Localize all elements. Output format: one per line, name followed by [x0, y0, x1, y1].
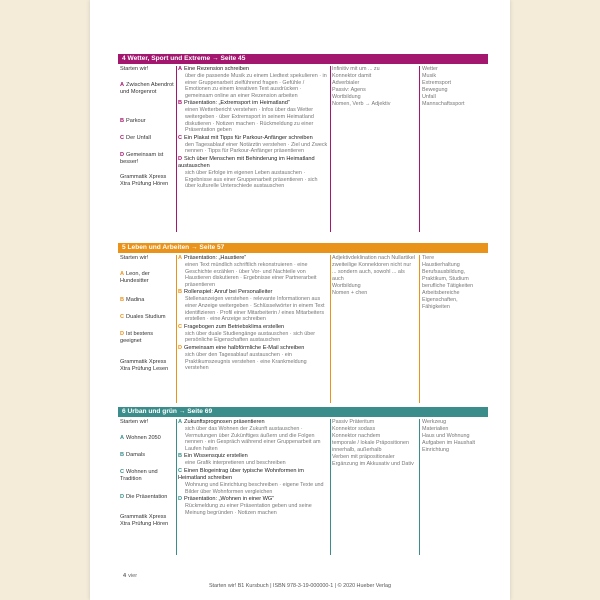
lesson-label: [120, 452, 174, 459]
lesson-labels: [120, 255, 176, 407]
lesson-label: [120, 174, 174, 188]
lesson-label: [120, 255, 174, 262]
lesson-labels: [120, 419, 176, 559]
unit-heading: 4 Wetter, Sport und Extreme → Seite 45: [118, 54, 488, 64]
grammar-item: Nomen + chen: [332, 290, 368, 296]
lesson-label: [120, 271, 174, 285]
lesson-label-text: Leon, der Hundesitter: [120, 271, 150, 284]
vocabulary-item: Arbeitsbereiche: [422, 290, 460, 296]
lesson-label: [120, 135, 174, 142]
lesson-letter: D: [120, 152, 125, 158]
goal-description: Wohnung und Einrichtung beschreiben · eigene Texte und Bilder über Wohnformen vergleichen: [185, 481, 324, 495]
goal-letter: C: [178, 134, 183, 141]
footer-imprint: Starten wir! B1 Kursbuch | ISBN 978-3-19-000000-1 | © 2020 Hueber Verlag: [208, 583, 392, 589]
column-divider: [176, 66, 177, 232]
vocabulary-item: Berufsausbildung, Praktikum, Studium: [422, 269, 469, 282]
vocabulary-item: Bewegung: [422, 87, 448, 93]
goal-item: [178, 345, 328, 372]
goal-title-text: Fragebogen zum Betriebsklima erstellen: [184, 323, 285, 330]
goal-title-text: Rollenspiel: Anruf bei Personalleiter: [184, 289, 273, 296]
goal-title: [178, 135, 328, 142]
goal-title: [178, 255, 328, 262]
grammar-item: Adverbialer: [332, 80, 360, 86]
grammar-item: Infinitiv mit um ... zu: [332, 66, 380, 72]
grammar-item: zweiteilige Konnektoren nicht nur ... sondern auch, sowohl ... als auch: [332, 262, 412, 282]
grammar-item: Passiv: Agens: [332, 87, 366, 93]
vocabulary-item: Eigenschaften, Fähigkeiten: [422, 297, 458, 310]
lesson-label: [120, 494, 174, 501]
lesson-label-text: Wohnen und Tradition: [120, 469, 158, 482]
goal-title-text: Gemeinsam eine halbförmliche E-Mail schreiben: [184, 344, 305, 351]
lesson-label-text: Duales Studium: [126, 314, 166, 320]
lesson-label-text: Starten wir!: [120, 255, 149, 261]
lesson-label-text: Die Präsentation: [126, 494, 168, 500]
goal-letter: C: [178, 467, 183, 474]
lesson-label: [120, 331, 174, 345]
goal-description: sich über den Tagesablauf austauschen · ein Praktikumszeugnis verstehen · eine Krankmeldung verstehen: [185, 351, 307, 372]
lesson-letter: D: [120, 494, 125, 500]
grammar-item: Konnektor damit: [332, 73, 372, 79]
unit-section-s5: [118, 243, 488, 405]
goal-letter: D: [178, 344, 183, 351]
column-divider: [419, 66, 420, 232]
lesson-label: [120, 152, 174, 166]
unit-body: [118, 417, 488, 557]
lesson-letter: B: [120, 118, 125, 124]
grammar-item: Passiv Präteritum: [332, 419, 375, 425]
vocabulary-item: Haustierhaltung: [422, 262, 460, 268]
book-page: [90, 0, 510, 600]
lesson-label: [120, 419, 174, 426]
column-divider: [330, 66, 331, 232]
goal-letter: C: [178, 323, 183, 330]
unit-body: [118, 253, 488, 405]
grammar-item: Konnektor sodass: [332, 426, 376, 432]
vocabulary-item: Tiere: [422, 255, 435, 261]
lesson-letter: A: [120, 435, 125, 441]
goal-title: [178, 289, 328, 296]
goal-title-text: Eine Rezension schreiben: [184, 66, 250, 72]
goal-title: [178, 156, 328, 170]
unit-heading: 6 Urban und grün → Seite 69: [118, 407, 488, 417]
goal-title: [178, 100, 328, 107]
unit-body: [118, 64, 488, 234]
column-divider: [330, 255, 331, 403]
vocabulary-item: Werkzeug: [422, 419, 447, 425]
goal-description: sich über das Wohnen der Zukunft austauschen · Vermutungen über Zukünftiges äußern und die Folgen nennen · ein Gespräch während einer Gruppenarbeit am Laufen halten: [185, 426, 321, 452]
vocabulary-item: Materialien: [422, 426, 449, 432]
grammar-column: [332, 419, 416, 468]
lesson-letter: B: [120, 297, 125, 303]
page-number: [123, 573, 137, 579]
column-divider: [419, 419, 420, 555]
lesson-label-text: Gemeinsam ist besser!: [120, 152, 164, 165]
vocabulary-item: Musik: [422, 73, 437, 79]
lesson-label: [120, 359, 174, 373]
lesson-letter: C: [120, 135, 125, 141]
lesson-label: [120, 82, 174, 96]
goal-description: Stellenanzeigen verstehen · relevante Informationen aus einer Anzeige weitergeben · Schlüsselwörter in einem Text identifizieren · Profil einer Mitarbeiterin / eines Mitarbeiters erstellen · eine Anzeige schreiben: [185, 296, 325, 323]
goal-item: [178, 453, 328, 467]
lesson-label-text: Ist bestens geeignet: [120, 331, 154, 344]
goal-letter: B: [178, 100, 183, 107]
column-divider: [176, 419, 177, 555]
lesson-label: [120, 118, 174, 125]
grammar-column: [332, 66, 416, 108]
vocabulary-column: [422, 419, 484, 454]
column-divider: [419, 255, 420, 403]
goal-title-text: Ein Plakat mit Tipps für Parkour-Anfänger schreiben: [184, 134, 313, 141]
goal-title-text: Präsentation: „Haustiere“: [184, 255, 247, 261]
goal-title: [178, 468, 328, 482]
vocabulary-item: Aufgaben im Haushalt: [422, 440, 476, 446]
lesson-label-text: Zwischen Abendrot und Morgenrot: [120, 82, 174, 95]
vocabulary-item: Unfall: [422, 94, 436, 100]
lesson-label-text: Der Unfall: [126, 135, 151, 141]
goal-item: [178, 468, 328, 495]
goal-description: einen Text mündlich schriftlich rekonstruieren · eine Geschichte erzählen · über Vor- und Nachteile von Haustieren diskutieren · Ergebnisse einer Partnerarbeit präsentieren: [185, 262, 317, 288]
vocabulary-item: Haus und Wohnung: [422, 433, 470, 439]
lesson-label: [120, 66, 174, 73]
goal-letter: A: [178, 255, 183, 261]
unit-section-s4: [118, 54, 488, 234]
lesson-label-text: Madina: [126, 297, 145, 303]
lesson-label-text: Starten wir!: [120, 419, 149, 425]
goal-title-text: Einen Blogeintrag über typische Wohnformen im Heimatland schreiben: [178, 467, 304, 481]
goal-letter: D: [178, 496, 183, 503]
goal-item: [178, 255, 328, 288]
grammar-item: Konnektor nachdem: [332, 433, 381, 439]
goal-title-text: Ein Wissensquiz erstellen: [184, 453, 248, 460]
goal-item: [178, 496, 328, 516]
lesson-label: [120, 435, 174, 442]
column-divider: [330, 419, 331, 555]
page-number-digit: 4: [123, 573, 127, 579]
goal-title: [178, 324, 328, 331]
goal-title-text: Sich über Menschen mit Behinderung im Heimatland austauschen: [178, 155, 315, 169]
grammar-item: temporale / lokale Präpositionen innerhalb, außerhalb: [332, 440, 410, 453]
goal-item: [178, 66, 328, 99]
grammar-item: Wortbildung: [332, 283, 361, 289]
goal-letter: A: [178, 419, 183, 425]
goal-title-text: Zukunftsprognosen präsentieren: [184, 419, 265, 425]
lesson-goals: [178, 255, 328, 373]
lesson-label-text: Starten wir!: [120, 66, 149, 72]
goal-description: eine Grafik interpretieren und beschreiben: [185, 460, 286, 467]
lesson-letter: C: [120, 314, 125, 320]
goal-letter: B: [178, 453, 183, 460]
goal-title: [178, 496, 328, 503]
lesson-label: [120, 469, 174, 483]
goal-title-text: Präsentation: „Wohnen in einer WG“: [184, 496, 275, 503]
page-number-word: vier: [128, 573, 138, 579]
lesson-label-text: Grammatik Xpress Xtra Prüfung Hören: [120, 514, 169, 527]
column-divider: [176, 255, 177, 403]
goal-item: [178, 289, 328, 322]
lesson-letter: D: [120, 331, 125, 337]
lesson-letter: B: [120, 452, 125, 458]
goal-item: [178, 324, 328, 344]
lesson-labels: [120, 66, 176, 236]
lesson-label-text: Parkour: [126, 118, 146, 124]
lesson-label: [120, 297, 174, 304]
lesson-label: [120, 314, 174, 321]
lesson-goals: [178, 66, 328, 191]
grammar-item: Nomen, Verb → Adjektiv: [332, 101, 391, 107]
vocabulary-column: [422, 66, 484, 108]
goal-title: [178, 419, 328, 426]
goal-item: [178, 135, 328, 155]
lesson-letter: A: [120, 82, 125, 88]
lesson-letter: A: [120, 271, 125, 277]
grammar-item: Verben mit präpositionaler Ergänzung im Akkusativ und Dativ: [332, 454, 414, 467]
grammar-item: Wortbildung: [332, 94, 361, 100]
lesson-goals: [178, 419, 328, 517]
goal-item: [178, 419, 328, 452]
vocabulary-item: Mannschaftssport: [422, 101, 465, 107]
goal-description: einen Wetterbericht verstehen · Infos über das Wetter weitergeben · über Extremsport in seinem Heimatland diskutieren · Notizen machen · Rückmeldung zu einer Präsentation geben: [185, 107, 314, 134]
goal-description: Rückmeldung zu einer Präsentation geben und seine Meinung begründen · Notizen machen: [185, 503, 312, 516]
goal-description: den Tagesablauf einer Notärztin verstehen · Ziel und Zweck nennen · Tipps für Parkour-Anfänger präsentieren: [185, 141, 328, 155]
goal-description: über die passende Musik zu einem Liedtext spekulieren · in einer Gruppenarbeit zielführend fragen · Gefühle / Emotionen zu einem kreativen Text ausdrücken · gemeinsam online an einer Rezension arbeiten: [185, 73, 327, 99]
goal-letter: D: [178, 155, 183, 162]
goal-title: [178, 345, 328, 352]
lesson-label-text: Grammatik Xpress Xtra Prüfung Hören: [120, 174, 169, 187]
goal-description: sich über duale Studiengänge austauschen · sich über persönliche Eigenschaften austauschen: [185, 330, 316, 344]
lesson-label-text: Grammatik Xpress Xtra Prüfung Lesen: [120, 359, 169, 372]
goal-letter: A: [178, 66, 183, 72]
goal-description: sich über Erfolge im eigenen Leben austauschen · Ergebnisse aus einer Gruppenarbeit präsentieren · sich über kulturelle Unterschiede austauschen: [185, 169, 318, 190]
goal-item: [178, 156, 328, 190]
unit-heading: 5 Leben und Arbeiten → Seite 57: [118, 243, 488, 253]
vocabulary-item: Einrichtung: [422, 447, 449, 453]
lesson-label-text: Wohnen 2050: [126, 435, 161, 441]
vocabulary-item: berufliche Tätigkeiten: [422, 283, 474, 289]
lesson-label: [120, 514, 174, 528]
goal-title: [178, 453, 328, 460]
vocabulary-item: Extremsport: [422, 80, 452, 86]
vocabulary-column: [422, 255, 484, 311]
lesson-letter: C: [120, 469, 125, 475]
unit-section-s6: [118, 407, 488, 557]
goal-title: [178, 66, 328, 73]
vocabulary-item: Wetter: [422, 66, 438, 72]
grammar-item: Adjektivdeklination nach Nullartikel: [332, 255, 415, 261]
lesson-label-text: Damals: [126, 452, 146, 458]
grammar-column: [332, 255, 416, 297]
goal-letter: B: [178, 289, 183, 296]
goal-item: [178, 100, 328, 133]
goal-title-text: Präsentation: „Extremsport im Heimatland“: [184, 100, 290, 107]
